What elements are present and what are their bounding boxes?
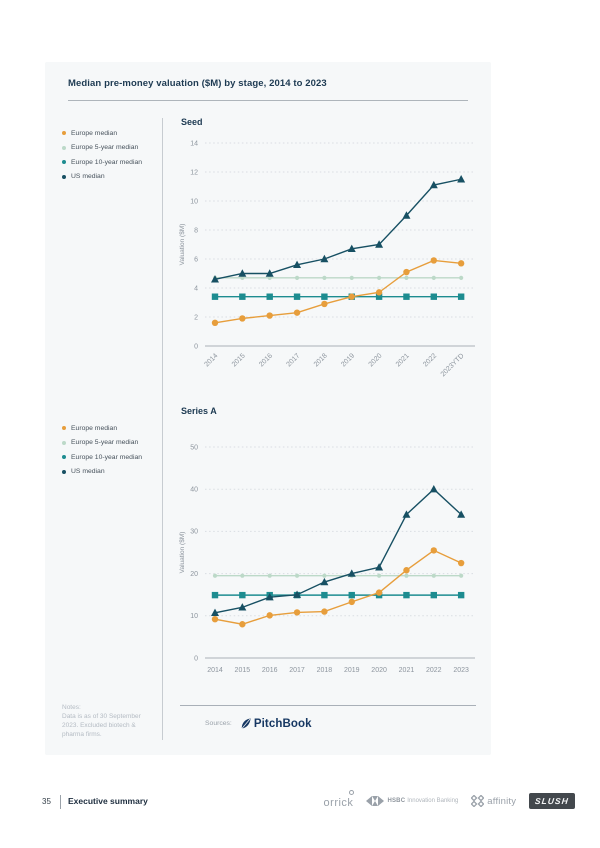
slush-logo xyxy=(529,793,575,809)
legend-item xyxy=(62,450,162,465)
legend-marker-icon xyxy=(62,441,66,445)
legend-item xyxy=(62,126,162,141)
notes-line: 2023. Excluded biotech & xyxy=(62,722,136,729)
svg-text:6: 6 xyxy=(194,256,198,264)
svg-text:2019: 2019 xyxy=(340,352,357,369)
page-number: 35 xyxy=(42,797,51,806)
legend-seed xyxy=(62,126,162,184)
svg-text:2021: 2021 xyxy=(398,667,415,674)
legend-item xyxy=(62,141,162,156)
svg-text:8: 8 xyxy=(194,227,198,235)
svg-text:2019: 2019 xyxy=(343,667,360,674)
svg-text:10: 10 xyxy=(190,613,198,621)
legend-marker-icon xyxy=(62,160,66,164)
orrick-ring-icon xyxy=(349,790,354,795)
hsbc-wordmark: HSBC xyxy=(387,798,406,804)
svg-text:20: 20 xyxy=(190,570,198,578)
notes-line: Data is as of 30 September xyxy=(62,713,141,720)
legend-marker-icon xyxy=(62,426,66,430)
panel-title: Median pre-money valuation ($M) by stage, 2014 to 2023 xyxy=(68,78,327,89)
svg-text:2017: 2017 xyxy=(289,667,305,674)
legend-label: Europe 10-year median xyxy=(71,453,143,461)
footer xyxy=(0,793,600,817)
title-rule xyxy=(68,100,468,101)
pitchbook-wordmark: PitchBook xyxy=(253,717,312,730)
svg-text:2023YTD: 2023YTD xyxy=(439,352,466,379)
svg-text:50: 50 xyxy=(190,444,198,452)
series-a-chart-title: Series A xyxy=(181,406,217,416)
sources-label: Sources: xyxy=(205,720,232,727)
legend-item xyxy=(62,421,162,436)
legend-item xyxy=(62,170,162,185)
svg-text:2021: 2021 xyxy=(394,352,411,369)
hsbc-hexagon-icon xyxy=(366,796,384,806)
affinity-wordmark: affinity xyxy=(487,795,517,807)
svg-text:10: 10 xyxy=(190,198,198,206)
seed-chart xyxy=(176,132,476,388)
svg-text:2022: 2022 xyxy=(422,352,439,369)
legend-item xyxy=(62,436,162,451)
svg-text:30: 30 xyxy=(190,528,198,536)
notes-label: Notes: xyxy=(62,704,81,711)
svg-text:2018: 2018 xyxy=(312,352,329,369)
svg-text:2020: 2020 xyxy=(367,352,384,369)
legend-marker-icon xyxy=(62,131,66,135)
svg-text:2015: 2015 xyxy=(234,667,251,674)
svg-text:2016: 2016 xyxy=(258,352,275,369)
partner-logos xyxy=(324,793,575,809)
orrick-logo xyxy=(324,797,354,809)
affinity-icon xyxy=(471,795,484,807)
series-a-chart xyxy=(176,435,476,683)
svg-text:2023: 2023 xyxy=(453,667,469,674)
seed-chart-title: Seed xyxy=(181,117,203,127)
sources-rule xyxy=(180,705,476,706)
sources-row xyxy=(205,717,312,730)
svg-text:2015: 2015 xyxy=(230,352,247,369)
svg-text:4: 4 xyxy=(194,285,198,293)
pitchbook-leaf-icon xyxy=(240,717,252,730)
svg-text:14: 14 xyxy=(190,140,198,148)
svg-text:2018: 2018 xyxy=(316,667,333,674)
legend-item xyxy=(62,155,162,170)
svg-text:12: 12 xyxy=(190,169,198,177)
chart-panel xyxy=(45,62,491,755)
svg-text:2017: 2017 xyxy=(285,352,302,369)
notes-line: pharma firms. xyxy=(62,731,102,738)
svg-text:2: 2 xyxy=(194,314,198,322)
legend-marker-icon xyxy=(62,146,66,150)
legend-item xyxy=(62,465,162,480)
svg-text:2016: 2016 xyxy=(261,667,278,674)
svg-text:2014: 2014 xyxy=(203,352,220,369)
pitchbook-logo xyxy=(240,717,312,730)
svg-text:Valuation ($M): Valuation ($M) xyxy=(179,531,186,574)
legend-marker-icon xyxy=(62,470,66,474)
legend-label: US median xyxy=(71,468,105,476)
orrick-wordmark: orrick xyxy=(323,797,354,809)
legend-label: Europe median xyxy=(71,424,118,432)
slush-wordmark: SLUSH xyxy=(534,796,570,806)
hsbc-subtext: Innovation Banking xyxy=(407,798,459,804)
svg-text:40: 40 xyxy=(190,486,198,494)
vertical-divider xyxy=(162,118,163,740)
affinity-logo xyxy=(471,795,516,807)
legend-marker-icon xyxy=(62,175,66,179)
legend-label: Europe 5-year median xyxy=(71,144,139,152)
footer-divider xyxy=(60,795,61,809)
footer-section-title: Executive summary xyxy=(68,796,148,806)
legend-marker-icon xyxy=(62,455,66,459)
svg-text:2020: 2020 xyxy=(371,667,387,674)
svg-text:0: 0 xyxy=(194,343,198,351)
legend-series-a xyxy=(62,421,162,479)
svg-text:2022: 2022 xyxy=(426,667,442,674)
notes xyxy=(62,703,141,739)
legend-label: Europe median xyxy=(71,129,118,137)
svg-text:Valuation ($M): Valuation ($M) xyxy=(179,223,186,266)
svg-text:2014: 2014 xyxy=(207,667,223,674)
svg-text:0: 0 xyxy=(194,655,198,663)
legend-label: Europe 5-year median xyxy=(71,439,139,447)
legend-label: Europe 10-year median xyxy=(71,158,143,166)
legend-label: US median xyxy=(71,173,105,181)
hsbc-logo xyxy=(366,796,458,806)
